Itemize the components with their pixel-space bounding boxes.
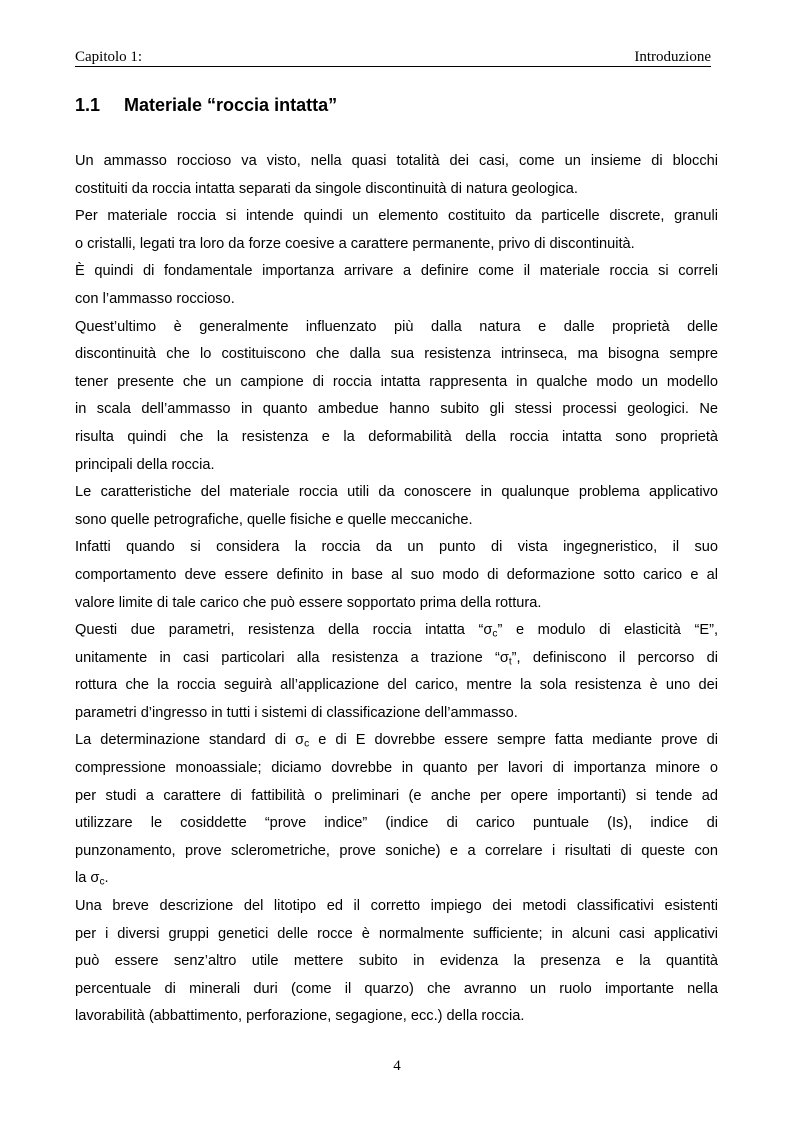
text-segment: la bbox=[75, 870, 91, 887]
text-line: risulta quindi che la resistenza e la deformabilità della roccia intatta sono proprietà bbox=[75, 428, 718, 445]
text-line: principali della roccia. bbox=[75, 456, 215, 473]
sigma-c-symbol: $\sigma_c$ bbox=[90, 870, 105, 888]
text-segment: La determinazione standard di bbox=[75, 732, 296, 749]
text-line: con l’ammasso roccioso. bbox=[75, 290, 235, 307]
header-rule bbox=[75, 66, 711, 67]
text-segment: unitamente in casi particolari alla resistenza a trazione “ bbox=[75, 649, 500, 666]
text-line: punzonamento, prove sclerometriche, prove soniche) e a correlare i risultati di queste con bbox=[75, 842, 718, 859]
sigma-c-symbol: $\sigma_c$ bbox=[483, 622, 498, 640]
text-line: costituiti da roccia intatta separati da singole discontinuità di natura geologica. bbox=[75, 180, 578, 197]
text-line: comportamento deve essere definito in base al suo modo di deformazione sotto carico e al bbox=[75, 566, 718, 583]
text-line: percentuale di minerali duri (come il quarzo) che avranno un ruolo importante nella bbox=[75, 980, 718, 997]
text-segment: ” e modulo di elasticità “E”, bbox=[497, 622, 718, 639]
chapter-label: Capitolo 1: bbox=[75, 49, 143, 65]
text-line: discontinuità che lo costituiscono che dalla sua resistenza intrinseca, ma bisogna sempre bbox=[75, 346, 718, 363]
running-header bbox=[75, 48, 711, 66]
text-line: in scala dell’ammasso in quanto ambedue hanno subito gli stessi processi geologici. Ne bbox=[75, 401, 718, 418]
text-line: lavorabilità (abbattimento, perforazione, segagione, ecc.) della roccia. bbox=[75, 1008, 525, 1025]
text-segment: ”, definiscono il percorso di bbox=[511, 649, 718, 666]
text-line bbox=[75, 727, 718, 755]
body-text bbox=[75, 148, 718, 1031]
section-title: Materiale “roccia intatta” bbox=[124, 95, 338, 115]
page-number: 4 bbox=[393, 1058, 401, 1074]
text-line: sono quelle petrografiche, quelle fisiche e quelle meccaniche. bbox=[75, 511, 473, 528]
text-line: Un ammasso roccioso va visto, nella quasi totalità dei casi, come un insieme di blocchi bbox=[75, 153, 718, 169]
text-line bbox=[75, 865, 718, 893]
text-segment: . bbox=[104, 870, 109, 887]
text-line bbox=[75, 645, 718, 673]
text-line: parametri d’ingresso in tutti i sistemi di classificazione dell’ammasso. bbox=[75, 704, 518, 721]
text-segment: e di E dovrebbe essere sempre fatta mediante prove di bbox=[309, 732, 719, 749]
sigma-c-symbol: $\sigma_c$ bbox=[295, 732, 310, 751]
text-segment: Questi due parametri, resistenza della roccia intatta “ bbox=[75, 622, 484, 639]
text-line: Quest’ultimo è generalmente influenzato più dalla natura e dalle proprietà delle bbox=[75, 318, 718, 335]
text-line bbox=[75, 617, 718, 645]
sigma-t-symbol: $\sigma_t$ bbox=[499, 649, 512, 668]
chapter-title: Introduzione bbox=[634, 49, 711, 65]
text-line: per i diversi gruppi genetici delle rocce è normalmente sufficiente; in alcuni casi applicativi bbox=[75, 925, 718, 942]
section-number: 1.1 bbox=[75, 95, 101, 115]
text-line: o cristalli, legati tra loro da forze coesive a carattere permanente, privo di discontinuità. bbox=[75, 235, 635, 252]
section-heading bbox=[75, 93, 337, 117]
text-line: può essere senz’altro utile mettere subito in evidenza la presenza e la quantità bbox=[75, 953, 718, 970]
text-line: Infatti quando si considera la roccia da un punto di vista ingegneristico, il suo bbox=[75, 539, 718, 556]
text-line: valore limite di tale carico che può essere sopportato prima della rottura. bbox=[75, 594, 542, 611]
text-line: utilizzare le cosiddette “prove indice” (indice di carico puntuale (Is), indice di bbox=[75, 815, 718, 832]
text-line: rottura che la roccia seguirà all’applicazione del carico, mentre la sola resistenza è uno dei bbox=[75, 677, 718, 694]
text-line: Per materiale roccia si intende quindi un elemento costituito da particelle discrete, granuli bbox=[75, 208, 718, 225]
text-line: Una breve descrizione del litotipo ed il corretto impiego dei metodi classificativi esistenti bbox=[75, 898, 718, 915]
text-line: tener presente che un campione di roccia intatta rappresenta in qualche modo un modello bbox=[75, 373, 718, 390]
text-line: È quindi di fondamentale importanza arrivare a definire come il materiale roccia si correli bbox=[75, 263, 718, 280]
text-line: compressione monoassiale; diciamo dovrebbe in quanto per lavori di importanza minore o bbox=[75, 760, 718, 777]
text-line: per studi a carattere di fattibilità o preliminari (e anche per opere importanti) si tende ad bbox=[75, 787, 718, 804]
text-line: Le caratteristiche del materiale roccia utili da conoscere in qualunque problema applicativo bbox=[75, 484, 718, 501]
